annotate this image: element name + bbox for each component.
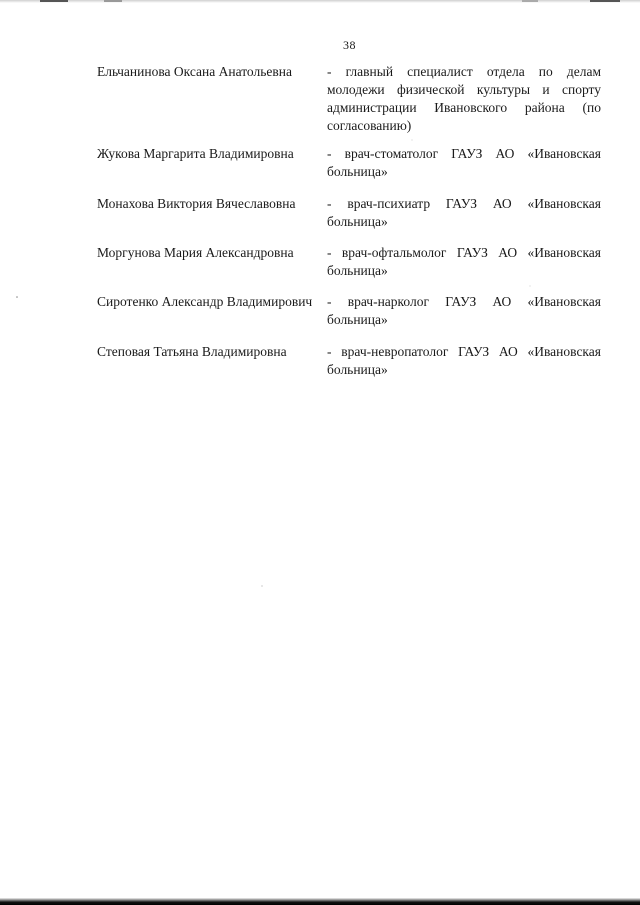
scan-speck xyxy=(16,296,18,298)
member-role: - врач-невропатолог ГАУЗ АО «Ивановская больница» xyxy=(327,344,601,377)
member-role: - врач-офтальмолог ГАУЗ АО «Ивановская больница» xyxy=(327,245,601,278)
member-name: Моргунова Мария Александровна xyxy=(97,245,294,260)
member-role: - главный специалист отдела по делам молодежи физической культуры и спорту администрации Ивановского района (по согласованию) xyxy=(327,64,601,133)
scan-bottom-edge xyxy=(0,898,640,905)
scan-speck xyxy=(530,286,531,287)
member-name: Монахова Виктория Вячеславовна xyxy=(97,196,296,211)
member-role: - врач-стоматолог ГАУЗ АО «Ивановская больница» xyxy=(327,146,601,179)
member-name: Степовая Татьяна Владимировна xyxy=(97,344,287,359)
member-role: - врач-психиатр ГАУЗ АО «Ивановская больница» xyxy=(327,196,601,229)
scan-speck xyxy=(412,140,413,141)
scan-speck xyxy=(261,585,262,586)
member-name: Ельчанинова Оксана Анатольевна xyxy=(97,64,292,79)
member-name: Сиротенко Александр Владимирович xyxy=(97,294,313,309)
member-role: - врач-нарколог ГАУЗ АО «Ивановская больница» xyxy=(327,294,601,327)
page-number: 38 xyxy=(343,38,356,52)
member-name: Жукова Маргарита Владимировна xyxy=(97,146,294,161)
